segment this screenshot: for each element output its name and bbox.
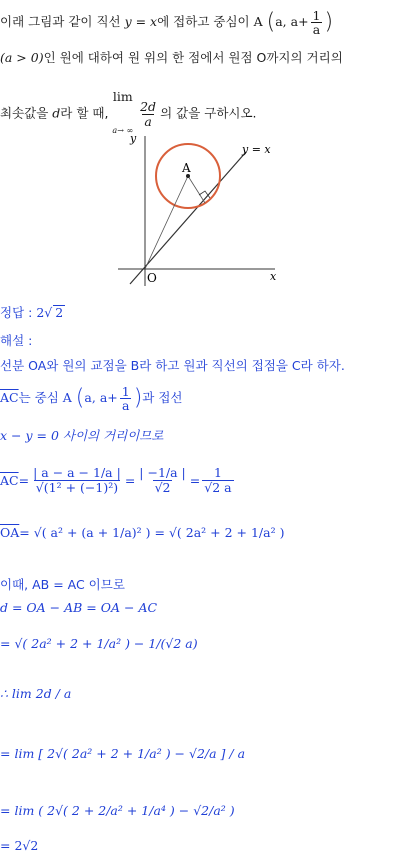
answer: 정답 : 2√ 2 (0, 305, 64, 320)
line-label: y = x (242, 143, 271, 156)
fraction-2d-a: $\frac{2d}{a}$ (140, 99, 157, 129)
solution-line-5: $\overline{OA}=$ √( a² + (a + 1/a)² ) = √( 2a² + 2 + 1/a² ) (0, 525, 285, 540)
solution-line-3: x − y = 0 사이의 거리이므로 (0, 428, 164, 443)
center-label: A (253, 14, 263, 29)
solution-line-12: = 2√2 (0, 838, 39, 853)
problem-line-1: 이래 그림과 같이 직선 y = x에 접하고 중심이 A (a, a+ $\frac{1}{a}$ ) (0, 7, 334, 37)
problem-text: 에 접하고 중심이 (157, 14, 254, 29)
origin-label: O (147, 271, 157, 285)
segment-AC (188, 176, 205, 203)
point-a-label: A (182, 161, 191, 175)
solution-line-8: = √( 2a² + 2 + 1/a² ) − 1/(√2 a) (0, 636, 198, 651)
solution-line-4: $\overline{AC}$ = $\frac{| a - a - 1/a |}{\text{√(1² + (−1)²)}}$ = $\frac{| -1/a |}{√2}$ = $\frac{1}{√2 a}$ (0, 465, 232, 495)
segment-OA (145, 176, 188, 269)
solution-line-6: 이때, AB = AC 이므로 (0, 577, 125, 592)
problem-text: 이래 그림과 같이 직선 (0, 14, 125, 29)
solution-line-1: 선분 OA와 원의 교점을 B라 하고 원과 직선의 접점을 C라 하자. (0, 358, 345, 373)
solution-title: 해설 : (0, 333, 33, 348)
condition: (a > 0) (0, 50, 44, 65)
fraction: $\frac{1}{a}$ (312, 7, 321, 37)
solution-line-9: ∴ lim 2d / a (0, 686, 72, 701)
solution-line-7: d = OA − AB = OA − AC (0, 600, 158, 615)
solution-line-2: $\overline{AC}$는 중심 A (a, a+ $\frac{1}{a}$ )과 접선 (0, 383, 183, 413)
problem-line-2 (0, 48, 343, 66)
y-axis-label: y (130, 132, 137, 145)
x-axis-label: x (270, 270, 277, 283)
geometry-figure (110, 126, 290, 288)
solution-line-10: = lim [ 2√( 2a² + 2 + 1/a² ) − √2/a ] / a (0, 746, 246, 761)
problem-text: 인 원에 대하여 원 위의 한 점에서 원점 O까지의 거리의 (43, 50, 343, 65)
limit-symbol: lim a→ ∞ (112, 89, 134, 135)
line-equation: y = x (124, 14, 158, 29)
problem-line-3: 최솟값을 d라 할 때, lim a→ ∞ $\frac{2d}{a}$ 의 값을 구하시오. (0, 80, 257, 114)
solution-line-11: = lim ( 2√( 2 + 2/a² + 1/a⁴ ) − √2/a² ) (0, 803, 235, 818)
